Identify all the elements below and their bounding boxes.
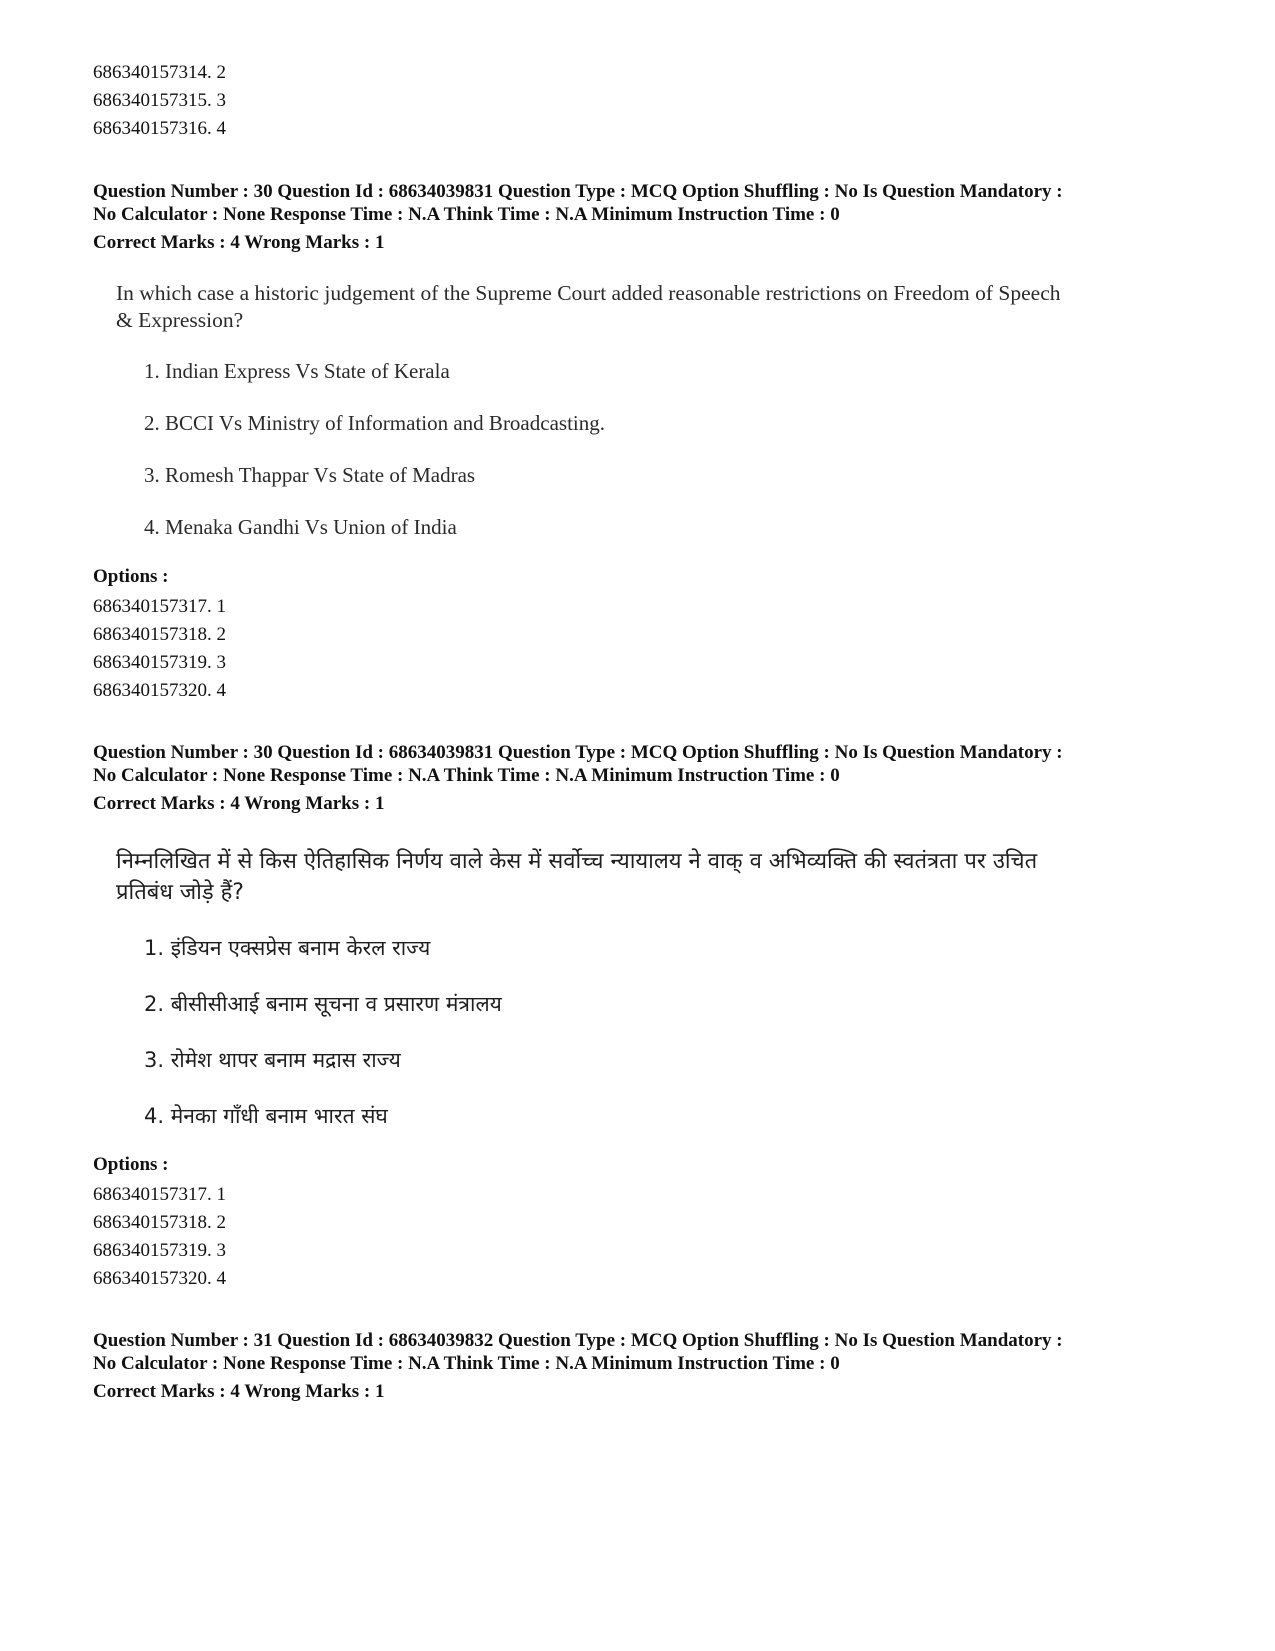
question-marks: Correct Marks : 4 Wrong Marks : 1 xyxy=(93,793,385,814)
option-line: 686340157314. 2 xyxy=(93,62,226,83)
options-label: Options : xyxy=(93,566,169,587)
option-line: 686340157320. 4 xyxy=(93,680,226,701)
option-line: 686340157317. 1 xyxy=(93,1184,226,1205)
answer-choice: 2. BCCI Vs Ministry of Information and Broadcasting. xyxy=(144,411,605,435)
question-meta-line: No Calculator : None Response Time : N.A Think Time : N.A Minimum Instruction Time : 0 xyxy=(93,204,840,225)
option-line: 686340157318. 2 xyxy=(93,1212,226,1233)
option-line: 686340157317. 1 xyxy=(93,596,226,617)
answer-choice: 4. मेनका गाँधी बनाम भारत संघ xyxy=(144,1104,388,1128)
question-text: & Expression? xyxy=(116,308,244,332)
question-meta-line: Question Number : 31 Question Id : 68634039832 Question Type : MCQ Option Shuffling : No Is Question Mandatory : xyxy=(93,1330,1063,1351)
answer-choice: 4. Menaka Gandhi Vs Union of India xyxy=(144,515,457,539)
question-text: प्रतिबंध जोड़े हैं? xyxy=(116,880,244,905)
answer-choice: 1. इंडियन एक्सप्रेस बनाम केरल राज्य xyxy=(144,936,431,960)
question-marks: Correct Marks : 4 Wrong Marks : 1 xyxy=(93,1381,385,1402)
answer-choice: 3. रोमेश थापर बनाम मद्रास राज्य xyxy=(144,1048,401,1072)
question-text: निम्नलिखित में से किस ऐतिहासिक निर्णय वाले केस में सर्वोच्च न्यायालय ने वाक् व अभिव्यक्ति की स्वतंत्रता पर उचित xyxy=(116,849,1038,874)
option-line: 686340157320. 4 xyxy=(93,1268,226,1289)
question-meta-line: Question Number : 30 Question Id : 68634039831 Question Type : MCQ Option Shuffling : No Is Question Mandatory : xyxy=(93,181,1063,202)
options-label: Options : xyxy=(93,1154,169,1175)
question-text: In which case a historic judgement of the Supreme Court added reasonable restrictions on Freedom of Speech xyxy=(116,281,1061,305)
question-meta-line: No Calculator : None Response Time : N.A Think Time : N.A Minimum Instruction Time : 0 xyxy=(93,1353,840,1374)
option-line: 686340157315. 3 xyxy=(93,90,226,111)
answer-choice: 3. Romesh Thappar Vs State of Madras xyxy=(144,463,476,487)
option-line: 686340157319. 3 xyxy=(93,652,226,673)
answer-choice: 2. बीसीसीआई बनाम सूचना व प्रसारण मंत्रालय xyxy=(144,992,502,1016)
option-line: 686340157319. 3 xyxy=(93,1240,226,1261)
option-line: 686340157316. 4 xyxy=(93,118,226,139)
question-meta-line: Question Number : 30 Question Id : 68634039831 Question Type : MCQ Option Shuffling : No Is Question Mandatory : xyxy=(93,742,1063,763)
question-meta-line: No Calculator : None Response Time : N.A Think Time : N.A Minimum Instruction Time : 0 xyxy=(93,765,840,786)
answer-choice: 1. Indian Express Vs State of Kerala xyxy=(144,359,450,383)
option-line: 686340157318. 2 xyxy=(93,624,226,645)
question-marks: Correct Marks : 4 Wrong Marks : 1 xyxy=(93,232,385,253)
